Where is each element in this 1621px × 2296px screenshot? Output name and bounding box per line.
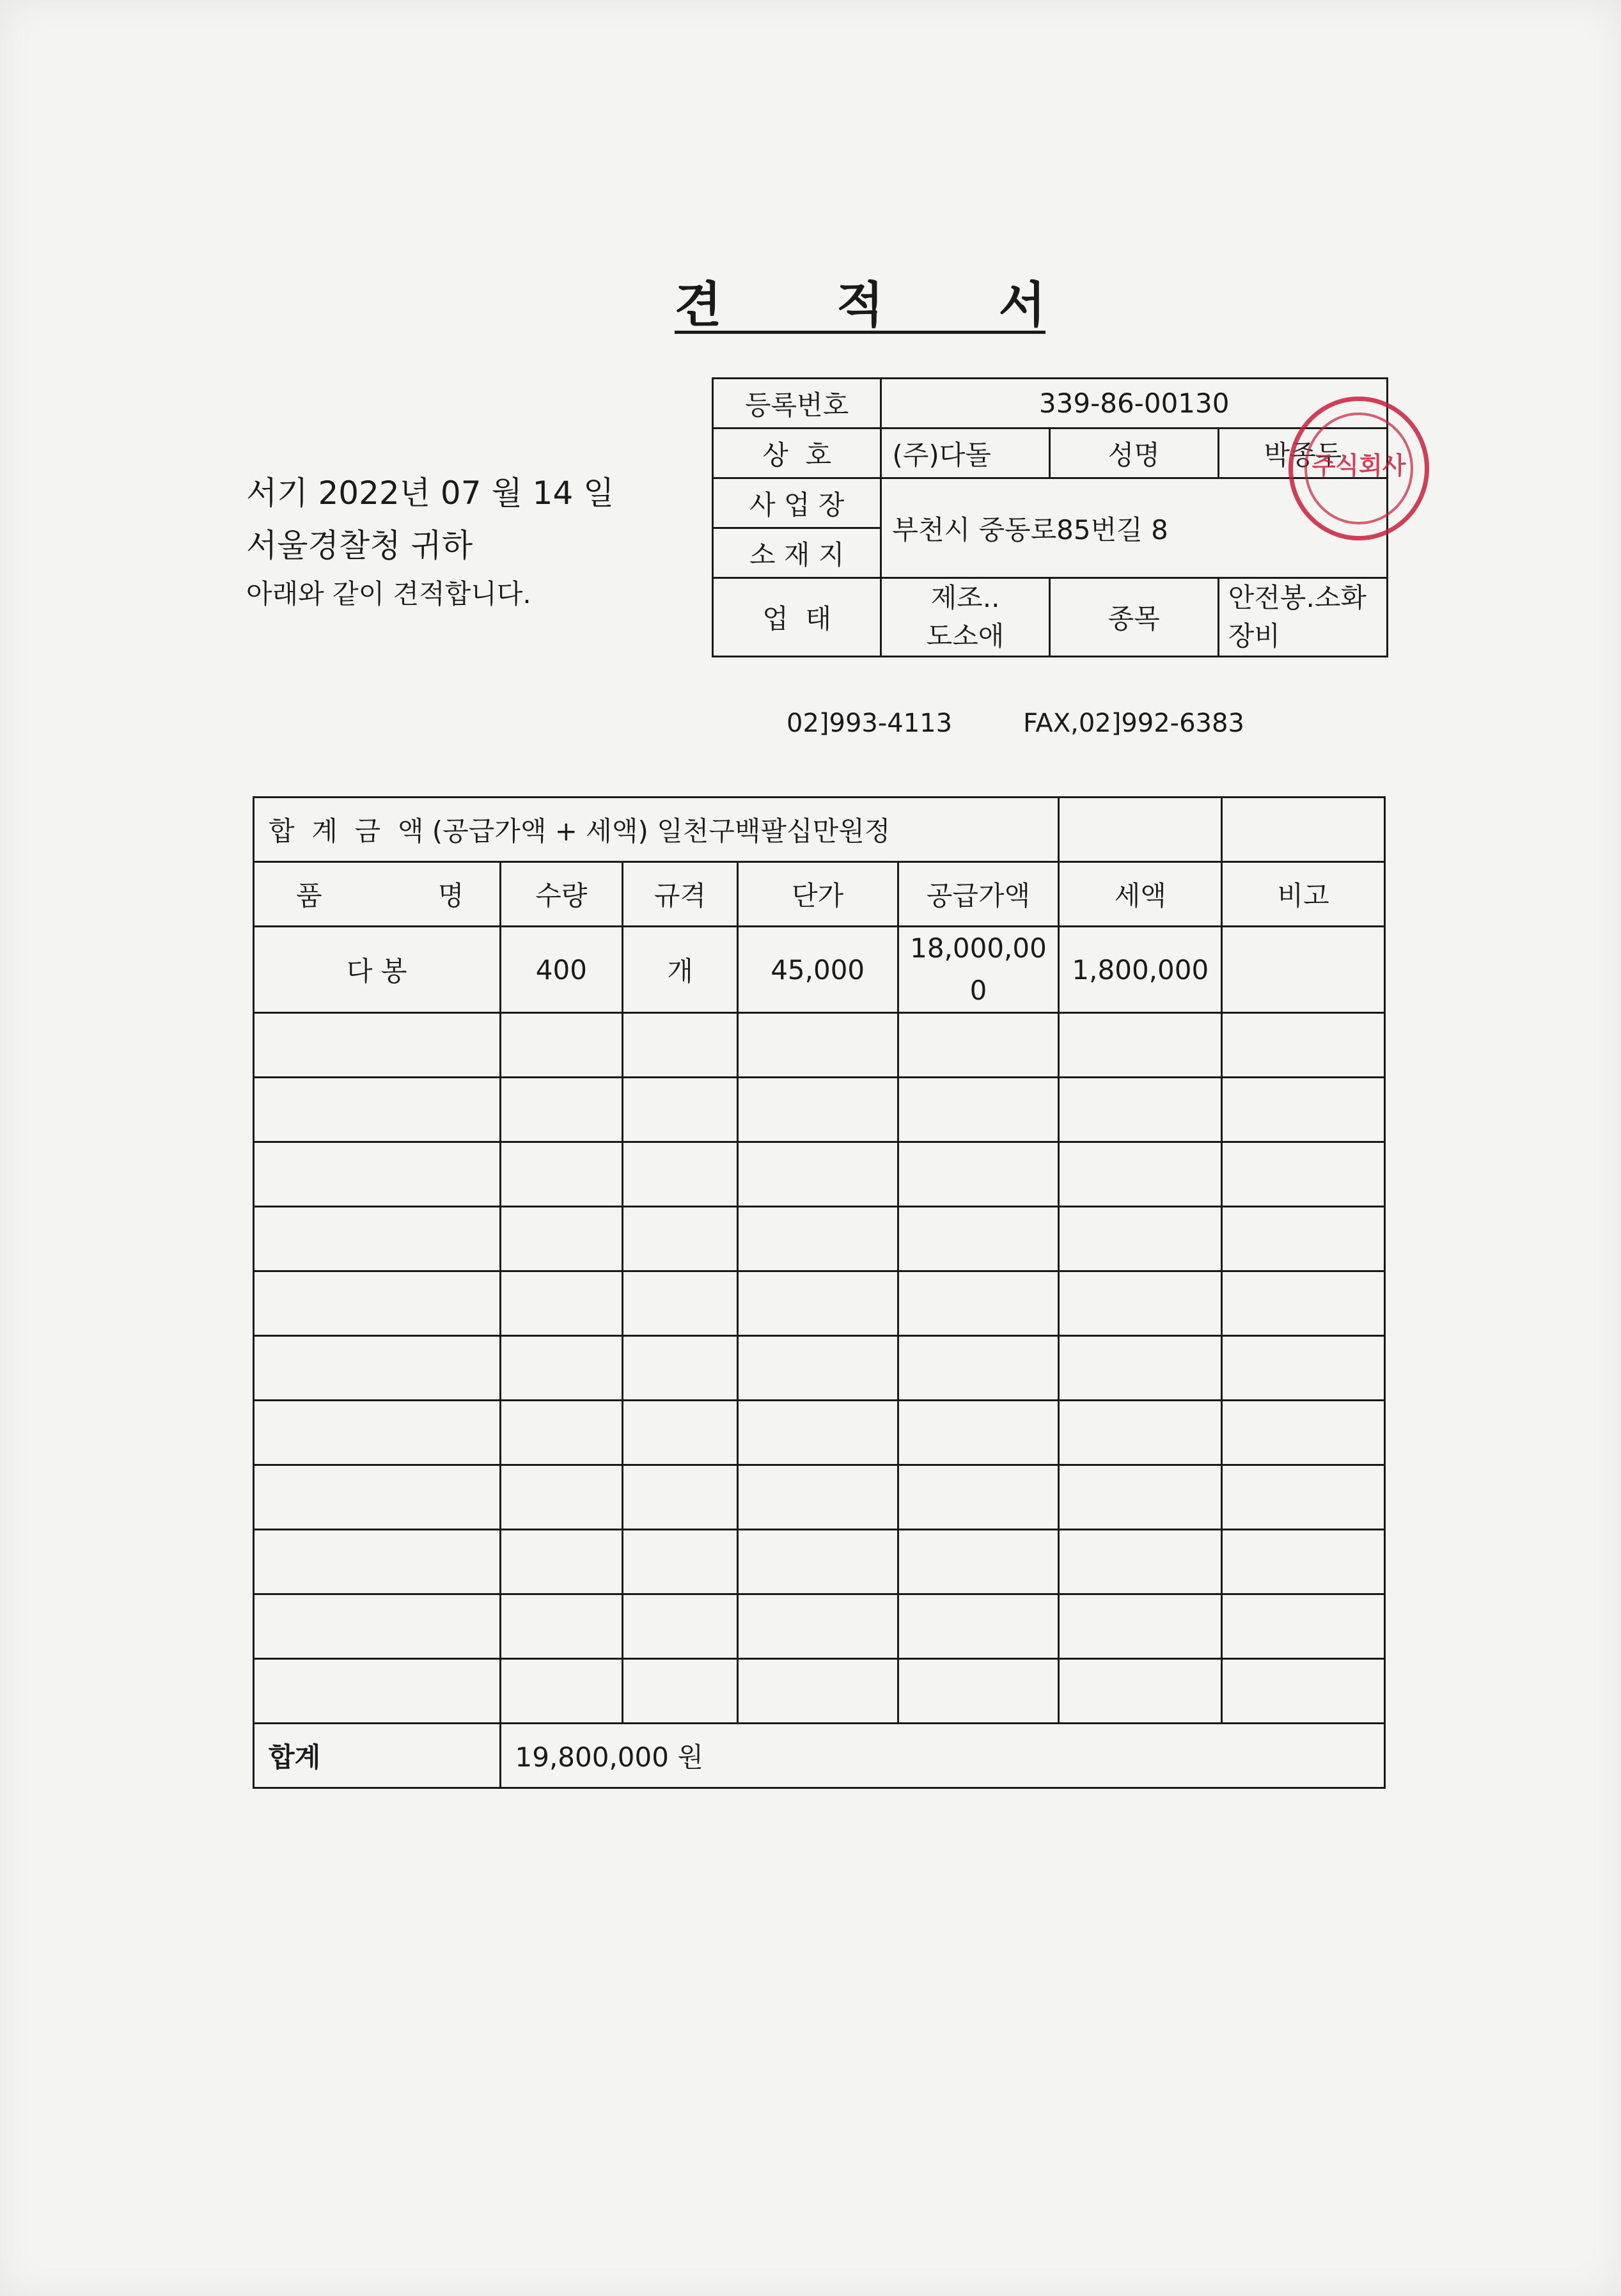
- total-empty-2: [1222, 798, 1385, 862]
- recipient-line: 서울경찰청 귀하: [246, 527, 473, 564]
- item-unit-price: 45,000: [737, 927, 898, 1013]
- table-row-empty: [254, 1659, 1385, 1724]
- header-row: [254, 862, 1385, 927]
- title-char-2: 적: [836, 276, 884, 333]
- table-row-empty: [254, 1078, 1385, 1142]
- business-type-value: [881, 578, 1049, 657]
- table-row-empty: [254, 1271, 1385, 1336]
- supplier-row-reg: [713, 379, 1388, 429]
- recipient-info: [246, 467, 614, 617]
- header-item-name-1: 품: [296, 880, 322, 911]
- table-row-empty: [254, 1465, 1385, 1530]
- supplier-row-company: [713, 429, 1388, 478]
- document-title: [675, 265, 1045, 334]
- company-label: 상 호: [713, 429, 881, 478]
- item-value: [1218, 578, 1387, 657]
- supplier-row-address-1: [713, 478, 1388, 528]
- header-note: 비고: [1222, 862, 1385, 927]
- sum-row: [254, 1724, 1385, 1788]
- sum-label: 합계: [254, 1724, 501, 1788]
- header-item-name: [254, 862, 501, 927]
- header-item-name-2: 명: [437, 880, 464, 911]
- reg-no-label: 등록번호: [713, 379, 881, 429]
- fax-number: FAX,02]992-6383: [1023, 709, 1244, 738]
- item-supply-amount-line-1: 18,000,00: [910, 932, 1047, 964]
- intro-line: 아래와 같이 견적합니다.: [246, 578, 531, 609]
- table-row-empty: [254, 1207, 1385, 1271]
- name-value: 박종두: [1218, 429, 1387, 478]
- table-row-empty: [254, 1530, 1385, 1594]
- title-char-1: 견: [675, 276, 722, 333]
- address-label-1: 사 업 장: [713, 478, 881, 528]
- item-line-1: 안전봉.소화: [1228, 582, 1366, 613]
- item-supply-amount: [898, 927, 1059, 1013]
- address-label-2: 소 재 지: [713, 528, 881, 578]
- supplier-table: [712, 377, 1388, 657]
- item-spec: 개: [623, 927, 738, 1013]
- table-row-empty: [254, 1013, 1385, 1078]
- header-supply-amount: 공급가액: [898, 862, 1059, 927]
- title-char-3: 서: [998, 276, 1045, 333]
- header-unit-price: 단가: [737, 862, 898, 927]
- item-line-2: 장비: [1228, 620, 1280, 652]
- item-label: 종목: [1049, 578, 1218, 657]
- total-amount-text: 합 계 금 액 (공급가액 + 세액) 일천구백팔십만원정: [254, 798, 1059, 862]
- item-tax: 1,800,000: [1059, 927, 1222, 1013]
- table-row-empty: [254, 1336, 1385, 1401]
- item-qty: 400: [500, 927, 623, 1013]
- business-type-label: 업 태: [713, 578, 881, 657]
- total-amount-row: [254, 798, 1385, 862]
- table-row-empty: [254, 1594, 1385, 1659]
- reg-no-value: 339-86-00130: [881, 379, 1388, 429]
- header-qty: 수량: [500, 862, 623, 927]
- sum-value: 19,800,000 원: [500, 1724, 1385, 1788]
- header-spec: 규격: [623, 862, 738, 927]
- item-name: 다 봉: [254, 927, 501, 1013]
- supplier-row-business: [713, 578, 1388, 657]
- address-value: 부천시 중동로85번길 8: [881, 478, 1388, 578]
- business-type-line-2: 도소애: [926, 620, 1005, 652]
- company-seal-stamp: [1288, 397, 1429, 540]
- total-empty-1: [1059, 798, 1222, 862]
- phone-number: 02]993-4113: [787, 709, 953, 738]
- company-value: (주)다돌: [881, 429, 1049, 478]
- header-tax: 세액: [1059, 862, 1222, 927]
- business-type-line-1: 제조..: [930, 582, 1000, 613]
- table-row-empty: [254, 1401, 1385, 1465]
- quote-items-table: [253, 796, 1386, 1789]
- date-line: 서기 2022년 07 월 14 일: [246, 475, 615, 512]
- item-supply-amount-line-2: 0: [969, 975, 987, 1006]
- table-row: [254, 927, 1385, 1013]
- seal-text: 주식회사: [1312, 452, 1406, 480]
- table-row-empty: [254, 1142, 1385, 1207]
- name-label: 성명: [1049, 429, 1218, 478]
- item-note: [1222, 927, 1385, 1013]
